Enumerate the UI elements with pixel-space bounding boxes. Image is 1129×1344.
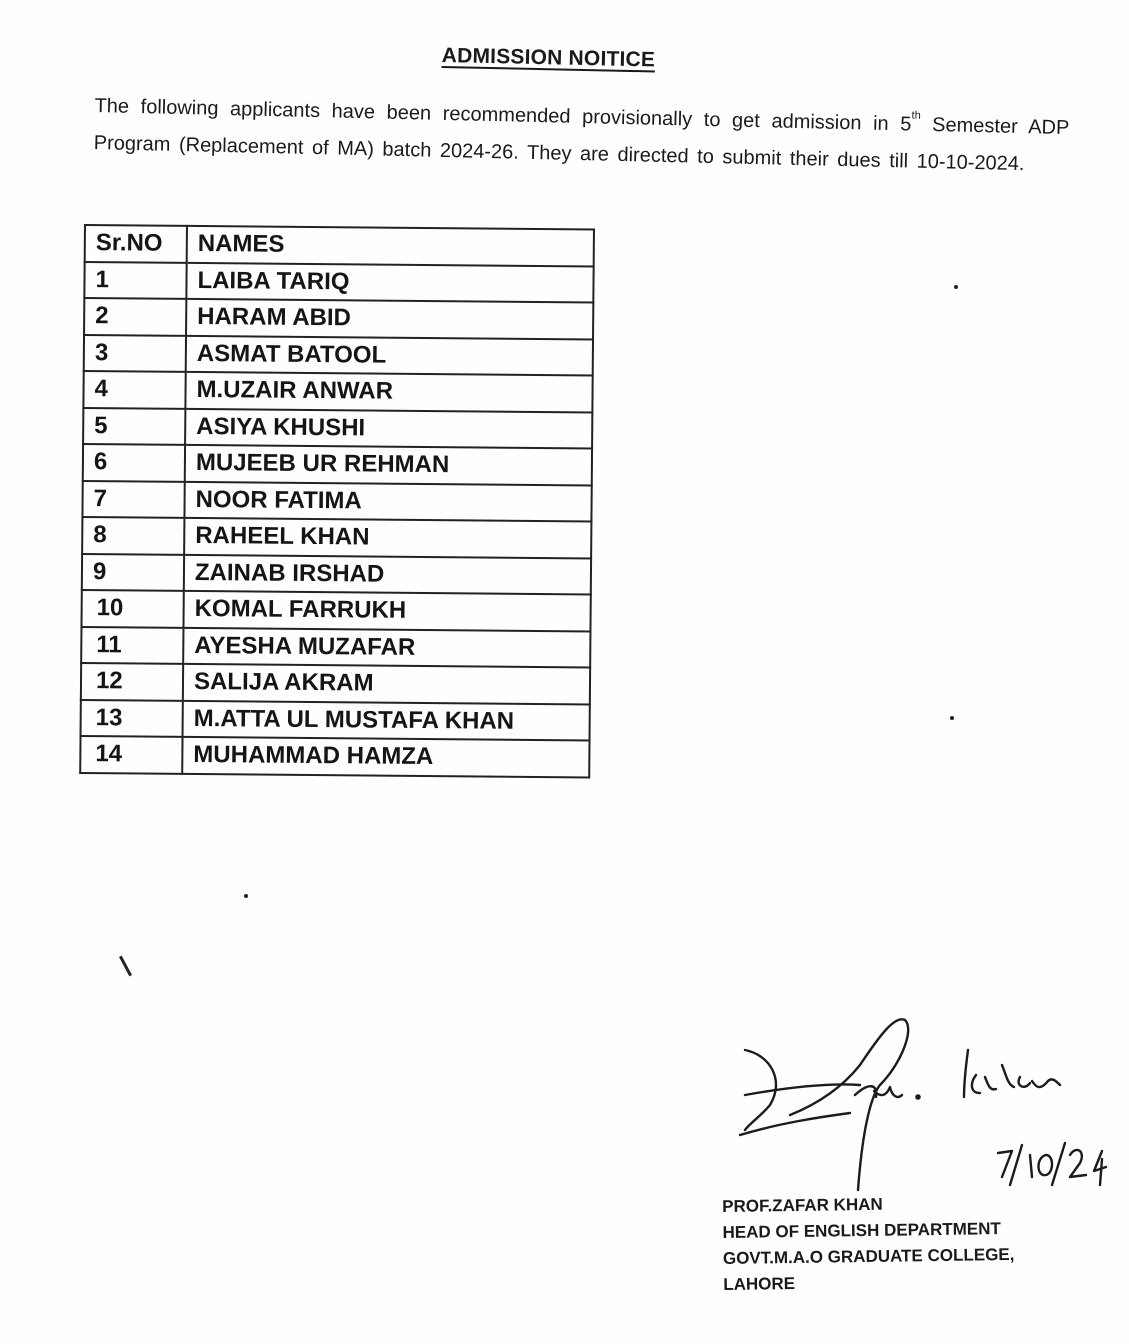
row-applicant-name: ASMAT BATOOL (186, 335, 593, 375)
header-sr-no: Sr.NO (85, 225, 187, 262)
stray-dot-mark (954, 285, 958, 289)
table-row (81, 626, 590, 667)
stray-pen-mark (119, 956, 132, 977)
table-row (82, 480, 591, 521)
signature-f-stroke (790, 1019, 908, 1190)
row-sr-no: 13 (81, 699, 183, 736)
row-sr-no: 11 (81, 626, 183, 663)
notice-intro-paragraph (93, 88, 1069, 184)
table-row (83, 371, 592, 412)
signature-dot (916, 1095, 919, 1098)
row-sr-no: 4 (83, 371, 185, 408)
row-sr-no: 6 (83, 444, 185, 481)
handwritten-signature (730, 1005, 1110, 1205)
row-applicant-name: HARAM ABID (186, 299, 593, 339)
signer-block (722, 1190, 1015, 1298)
row-sr-no: 10 (81, 590, 183, 627)
signature-z-stroke (740, 1050, 860, 1135)
row-sr-no: 8 (82, 517, 184, 554)
intro-superscript: th (911, 109, 921, 122)
table-row (83, 408, 592, 449)
signer-name: PROF.ZAFAR KHAN (722, 1194, 883, 1216)
signature-date-stroke (998, 1143, 1106, 1185)
row-applicant-name: RAHEEL KHAN (184, 518, 591, 558)
row-applicant-name: ZAINAB IRSHAD (184, 554, 591, 594)
row-sr-no: 9 (82, 553, 184, 590)
row-applicant-name: MUJEEB UR REHMAN (185, 445, 592, 485)
intro-text-part2: Semester ADP Program (Replacement of MA) batch 2024-26. They are directed to submit their dues till 10-10-2024. (93, 113, 1070, 176)
row-applicant-name: M.ATTA UL MUSTAFA KHAN (183, 700, 590, 740)
table-header-row (85, 225, 594, 266)
applicants-table-container (79, 224, 595, 778)
signer-institution: GOVT.M.A.O GRADUATE COLLEGE, (722, 1244, 1015, 1268)
table-row (84, 298, 593, 339)
table-row (81, 699, 590, 740)
signer-city: LAHORE (723, 1273, 796, 1294)
table-row (81, 663, 590, 704)
intro-text-part1: The following applicants have been recommended provisionally to get admission in 5 (94, 94, 912, 136)
row-applicant-name: ASIYA KHUSHI (185, 408, 592, 448)
header-names: NAMES (187, 226, 594, 266)
table-row (82, 553, 591, 594)
table-row (82, 517, 591, 558)
notice-title: ADMISSION NOITICE (441, 44, 656, 72)
row-sr-no: 12 (81, 663, 183, 700)
stray-dot-mark (950, 716, 954, 720)
table-row (84, 335, 593, 376)
row-applicant-name: NOOR FATIMA (184, 481, 591, 521)
table-row (81, 590, 590, 631)
signature-khan-stroke (964, 1050, 1060, 1097)
stray-dot-mark (244, 894, 248, 898)
row-sr-no: 7 (82, 480, 184, 517)
row-applicant-name: KOMAL FARRUKH (183, 591, 590, 631)
row-applicant-name: LAIBA TARIQ (186, 262, 593, 302)
row-sr-no: 5 (83, 408, 185, 445)
table-row (80, 736, 589, 777)
table-row (83, 444, 592, 485)
table-row (84, 262, 593, 303)
row-sr-no: 2 (84, 298, 186, 335)
row-sr-no: 1 (84, 262, 186, 299)
row-applicant-name: SALIJA AKRAM (183, 664, 590, 704)
row-applicant-name: AYESHA MUZAFAR (183, 627, 590, 667)
signer-designation: HEAD OF ENGLISH DEPARTMENT (722, 1219, 1001, 1242)
row-sr-no: 14 (80, 736, 182, 773)
applicants-table (79, 224, 595, 778)
row-applicant-name: MUHAMMAD HAMZA (182, 737, 589, 777)
row-sr-no: 3 (84, 335, 186, 372)
row-applicant-name: M.UZAIR ANWAR (185, 372, 592, 412)
